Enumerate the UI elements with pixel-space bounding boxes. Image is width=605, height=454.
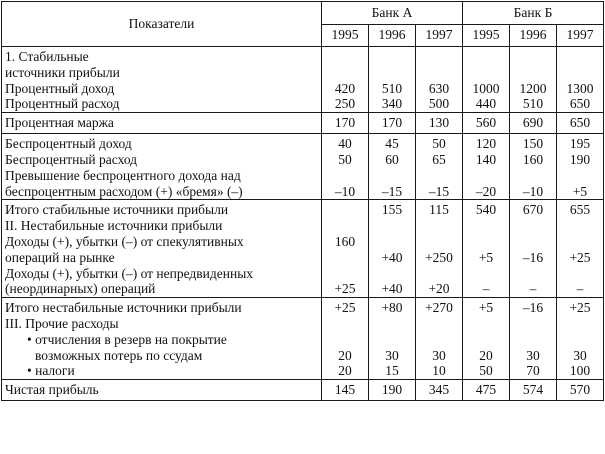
table-row: [2, 200, 604, 298]
value-cell: +5 20 50: [463, 298, 510, 380]
value-cell: 120 140 –20: [463, 134, 510, 200]
value-cell: 560: [463, 113, 510, 134]
year-header: 1996: [510, 25, 557, 47]
value-cell: 650: [557, 113, 604, 134]
value-cell: +80 30 15: [369, 298, 416, 380]
value-cell: 160 +25: [322, 200, 369, 298]
value-cell: 1300 650: [557, 47, 604, 113]
year-header: 1995: [463, 25, 510, 47]
value-cell: +25 30 100: [557, 298, 604, 380]
value-cell: 155 +40 +40: [369, 200, 416, 298]
bank-a-header: Банк А: [322, 2, 463, 25]
table-row: [2, 47, 604, 113]
value-cell: 190: [369, 380, 416, 401]
value-cell: 475: [463, 380, 510, 401]
table-row: [2, 380, 604, 401]
value-cell: 170: [369, 113, 416, 134]
value-cell: 570: [557, 380, 604, 401]
year-header: 1997: [557, 25, 604, 47]
row-label: 1. Стабильные источники прибыли Процентный доход Процентный расход: [2, 47, 322, 113]
bank-b-header: Банк Б: [463, 2, 604, 25]
value-cell: 690: [510, 113, 557, 134]
year-header: 1997: [416, 25, 463, 47]
value-cell: 40 50 –10: [322, 134, 369, 200]
value-cell: 540 +5 –: [463, 200, 510, 298]
value-cell: 195 190 +5: [557, 134, 604, 200]
value-cell: 1000 440: [463, 47, 510, 113]
indicators-header: Показатели: [2, 2, 322, 47]
table-row: [2, 134, 604, 200]
row-label: Итого нестабильные источники прибыли III. Прочие расходы • отчисления в резерв на покрытие возможных потерь по ссудам • налоги: [2, 298, 322, 380]
value-cell: 1200 510: [510, 47, 557, 113]
value-cell: 170: [322, 113, 369, 134]
value-cell: 670 –16 –: [510, 200, 557, 298]
value-cell: 574: [510, 380, 557, 401]
value-cell: 655 +25 –: [557, 200, 604, 298]
value-cell: 145: [322, 380, 369, 401]
value-cell: 130: [416, 113, 463, 134]
table-row: [2, 298, 604, 380]
value-cell: +25 20 20: [322, 298, 369, 380]
value-cell: 150 160 –10: [510, 134, 557, 200]
value-cell: 630 500: [416, 47, 463, 113]
year-header: 1996: [369, 25, 416, 47]
value-cell: 510 340: [369, 47, 416, 113]
row-label: Процентная маржа: [2, 113, 322, 134]
value-cell: 115 +250 +20: [416, 200, 463, 298]
row-label: Чистая прибыль: [2, 380, 322, 401]
table-row: [2, 113, 604, 134]
profit-table: [1, 1, 604, 401]
row-label: Беспроцентный доход Беспроцентный расход Превышение беспроцентного дохода над беспроцентным расходом (+) «бремя» (–): [2, 134, 322, 200]
value-cell: 345: [416, 380, 463, 401]
value-cell: 50 65 –15: [416, 134, 463, 200]
value-cell: +270 30 10: [416, 298, 463, 380]
value-cell: 45 60 –15: [369, 134, 416, 200]
year-header: 1995: [322, 25, 369, 47]
row-label: Итого стабильные источники прибыли II. Нестабильные источники прибыли Доходы (+), убытки (–) от спекулятивных операций на рынке Доходы (+), убытки (–) от непредвиденных (неординарных) операций: [2, 200, 322, 298]
value-cell: 420 250: [322, 47, 369, 113]
value-cell: –16 30 70: [510, 298, 557, 380]
